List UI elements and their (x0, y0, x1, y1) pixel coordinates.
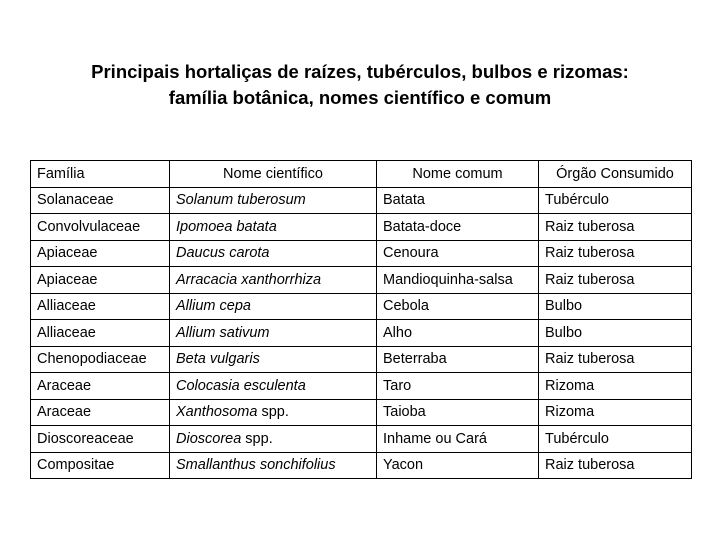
scientific-name: Xanthosoma (176, 404, 258, 421)
cell-nome-cientifico (170, 346, 377, 373)
scientific-name: Solanum tuberosum (176, 192, 306, 209)
scientific-name: Beta vulgaris (176, 351, 260, 368)
cell-nome-cientifico (170, 267, 377, 294)
cell-nome-comum: Mandioquinha-salsa (377, 267, 539, 294)
scientific-name: Arracacia xanthorrhiza (176, 271, 322, 288)
scientific-name: Daucus carota (176, 245, 270, 262)
table-row (31, 267, 692, 294)
table-row (31, 214, 692, 241)
cell-familia: Apiaceae (31, 240, 170, 267)
cell-nome-cientifico (170, 452, 377, 479)
cell-orgao-consumido: Bulbo (539, 320, 692, 347)
cell-nome-cientifico (170, 293, 377, 320)
header-nome-comum: Nome comum (377, 161, 539, 188)
cell-nome-comum: Cebola (377, 293, 539, 320)
cell-nome-comum: Inhame ou Cará (377, 426, 539, 453)
table-row (31, 399, 692, 426)
cell-familia: Dioscoreaceae (31, 426, 170, 453)
cell-nome-comum: Beterraba (377, 346, 539, 373)
cell-orgao-consumido: Tubérculo (539, 426, 692, 453)
cell-familia: Apiaceae (31, 267, 170, 294)
header-orgao-consumido: Órgão Consumido (539, 161, 692, 188)
title-line-1: Principais hortaliças de raízes, tubérculos, bulbos e rizomas: (91, 61, 629, 82)
cell-familia: Araceae (31, 373, 170, 400)
cell-orgao-consumido: Raiz tuberosa (539, 346, 692, 373)
title-line-2: família botânica, nomes científico e comum (168, 87, 552, 108)
cell-nome-comum: Cenoura (377, 240, 539, 267)
scientific-name-suffix: spp. (257, 404, 289, 421)
cell-nome-comum: Batata (377, 187, 539, 214)
cell-orgao-consumido: Raiz tuberosa (539, 214, 692, 241)
cell-nome-comum: Taro (377, 373, 539, 400)
cell-familia: Chenopodiaceae (31, 346, 170, 373)
cell-nome-cientifico (170, 320, 377, 347)
cell-nome-cientifico (170, 373, 377, 400)
cell-nome-comum: Alho (377, 320, 539, 347)
scientific-name: Allium cepa (176, 298, 251, 315)
table-row (31, 373, 692, 400)
scientific-name: Allium sativum (176, 324, 270, 341)
vegetables-table (30, 160, 692, 479)
cell-orgao-consumido: Tubérculo (539, 187, 692, 214)
cell-nome-cientifico (170, 426, 377, 453)
cell-orgao-consumido: Raiz tuberosa (539, 240, 692, 267)
scientific-name: Smallanthus sonchifolius (176, 457, 336, 474)
cell-familia: Solanaceae (31, 187, 170, 214)
table-row (31, 346, 692, 373)
table-row (31, 452, 692, 479)
cell-nome-cientifico (170, 187, 377, 214)
header-familia: Família (31, 161, 170, 188)
scientific-name-suffix: spp. (241, 430, 273, 447)
cell-orgao-consumido: Raiz tuberosa (539, 452, 692, 479)
scientific-name: Ipomoea batata (176, 218, 277, 235)
table-row (31, 187, 692, 214)
cell-nome-cientifico (170, 399, 377, 426)
cell-familia: Alliaceae (31, 320, 170, 347)
scientific-name: Colocasia esculenta (176, 377, 306, 394)
cell-nome-cientifico (170, 214, 377, 241)
header-nome-cientifico: Nome científico (170, 161, 377, 188)
cell-familia: Araceae (31, 399, 170, 426)
page-title (0, 59, 720, 111)
cell-nome-comum: Yacon (377, 452, 539, 479)
cell-orgao-consumido: Rizoma (539, 399, 692, 426)
table-row (31, 240, 692, 267)
table-row (31, 320, 692, 347)
table-header-row (31, 161, 692, 188)
table-row (31, 293, 692, 320)
table-row (31, 426, 692, 453)
cell-familia: Compositae (31, 452, 170, 479)
cell-nome-cientifico (170, 240, 377, 267)
cell-familia: Alliaceae (31, 293, 170, 320)
cell-orgao-consumido: Rizoma (539, 373, 692, 400)
cell-nome-comum: Batata-doce (377, 214, 539, 241)
cell-familia: Convolvulaceae (31, 214, 170, 241)
cell-orgao-consumido: Raiz tuberosa (539, 267, 692, 294)
cell-orgao-consumido: Bulbo (539, 293, 692, 320)
cell-nome-comum: Taioba (377, 399, 539, 426)
table-body (31, 187, 692, 479)
scientific-name: Dioscorea (176, 430, 242, 447)
